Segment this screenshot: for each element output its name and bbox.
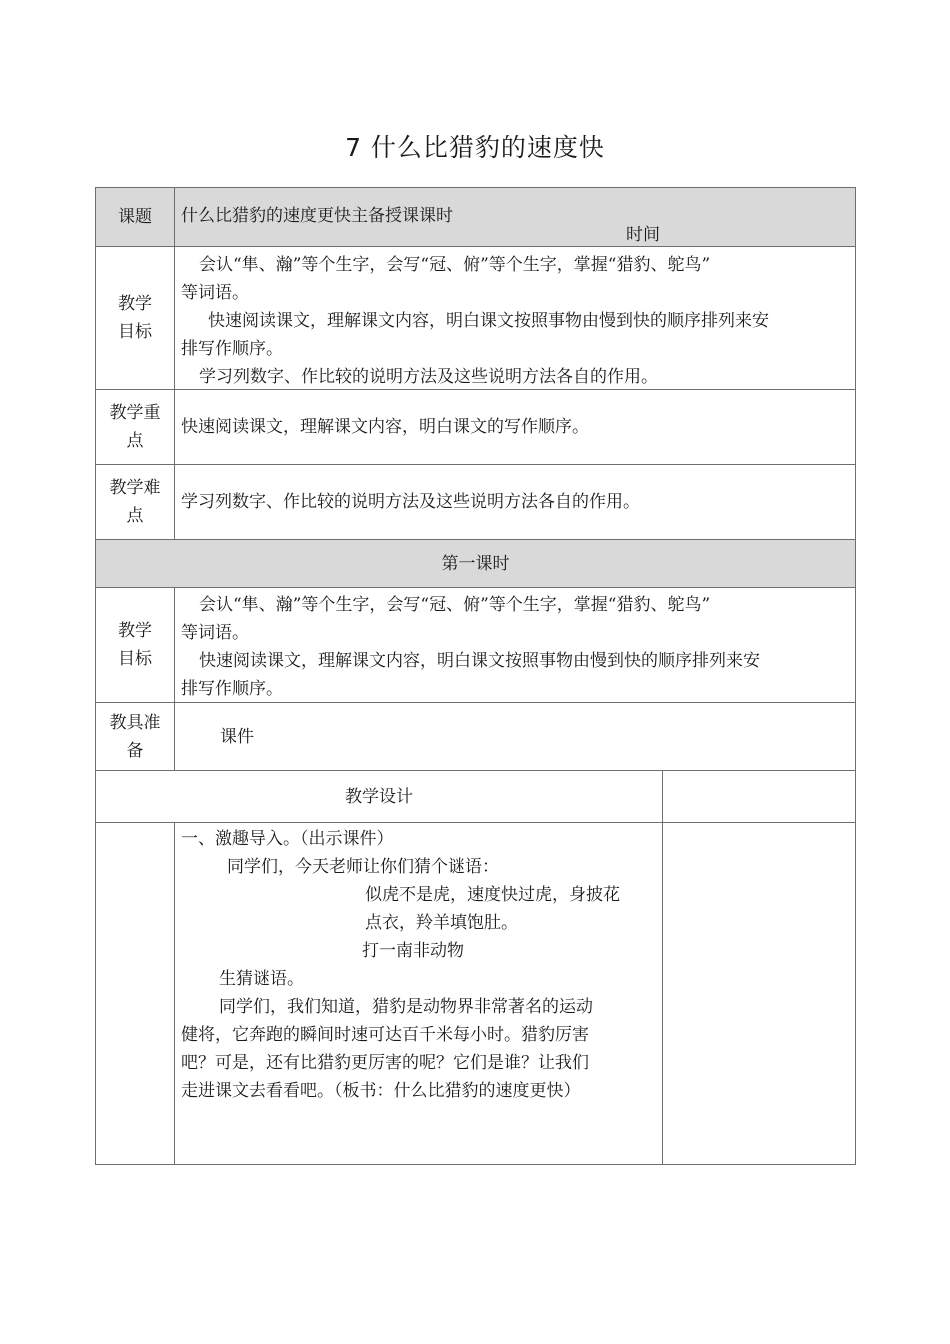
- lesson-plan-table: [95, 187, 856, 1165]
- goals-label: [95, 246, 175, 390]
- goals-line-5: 学习列数字、作比较的说明方法及这些说明方法各自的作用。: [199, 367, 658, 387]
- key-label: [95, 389, 175, 465]
- design-notes-header: [662, 770, 856, 823]
- difficult-text: 学习列数字、作比较的说明方法及这些说明方法各自的作用。: [174, 464, 856, 540]
- topic-text: 什么比猎豹的速度更快主备授课课时: [181, 206, 453, 226]
- design-line-8: 健将，它奔跑的瞬间时速可达百千米每小时。猎豹厉害: [181, 1025, 589, 1045]
- topic-label: 课题: [95, 187, 175, 247]
- goals-line-1: 会认“隼、瀚”等个生字，会写“冠、俯”等个生字，掌握“猎豹、鸵鸟”: [199, 255, 711, 275]
- design-line-5: 打一南非动物: [362, 941, 464, 961]
- design-body-cell: [174, 822, 663, 1165]
- goals2-line-1: 会认“隼、瀚”等个生字，会写“冠、俯”等个生字，掌握“猎豹、鸵鸟”: [199, 595, 711, 615]
- difficult-label: [95, 464, 175, 540]
- goals2-label-text: 教学目标: [118, 621, 152, 669]
- design-line-2: 同学们，今天老师让你们猜个谜语：: [227, 857, 499, 877]
- goals2-line-2: 等词语。: [181, 623, 249, 643]
- design-line-9: 吧？可是，还有比猎豹更厉害的呢？它们是谁？让我们: [181, 1053, 589, 1073]
- goals2-label: [95, 587, 175, 703]
- section-header: 第一课时: [95, 539, 856, 588]
- goals-line-3: 快速阅读课文，理解课文内容，明白课文按照事物由慢到快的顺序排列来安: [208, 311, 769, 331]
- design-line-6: 生猜谜语。: [219, 969, 304, 989]
- goals2-cell: [174, 587, 856, 703]
- goals-cell: [174, 246, 856, 390]
- key-label-text: 教学重点: [109, 403, 161, 451]
- design-line-1: 一、激趣导入。（出示课件）: [181, 829, 394, 849]
- goals-line-2: 等词语。: [181, 283, 249, 303]
- document-title: 7 什么比猎豹的速度快: [345, 133, 605, 162]
- design-line-3: 似虎不是虎，速度快过虎，身披花: [365, 885, 620, 905]
- design-left-cell: [95, 822, 175, 1165]
- tools-label-text: 教具准备: [109, 712, 161, 761]
- goals2-line-3: 快速阅读课文，理解课文内容，明白课文按照事物由慢到快的顺序排列来安: [199, 651, 760, 671]
- tools-label: [95, 702, 175, 771]
- difficult-label-text: 教学难点: [109, 478, 161, 526]
- design-line-7: 同学们，我们知道，猎豹是动物界非常著名的运动: [219, 997, 593, 1017]
- tools-text: 课件: [174, 702, 856, 771]
- key-text: 快速阅读课文，理解课文内容，明白课文的写作顺序。: [174, 389, 856, 465]
- design-header: 教学设计: [95, 770, 663, 823]
- design-line-4: 点衣，羚羊填饱肚。: [365, 913, 518, 933]
- design-notes-cell: [662, 822, 856, 1165]
- goals-label-text: 教学目标: [118, 294, 152, 342]
- topic-cell: [174, 187, 856, 247]
- goals2-line-4: 排写作顺序。: [181, 679, 283, 699]
- time-label: 时间: [626, 225, 660, 245]
- design-line-10: 走进课文去看看吧。（板书：什么比猎豹的速度更快）: [181, 1081, 581, 1101]
- goals-line-4: 排写作顺序。: [181, 339, 283, 359]
